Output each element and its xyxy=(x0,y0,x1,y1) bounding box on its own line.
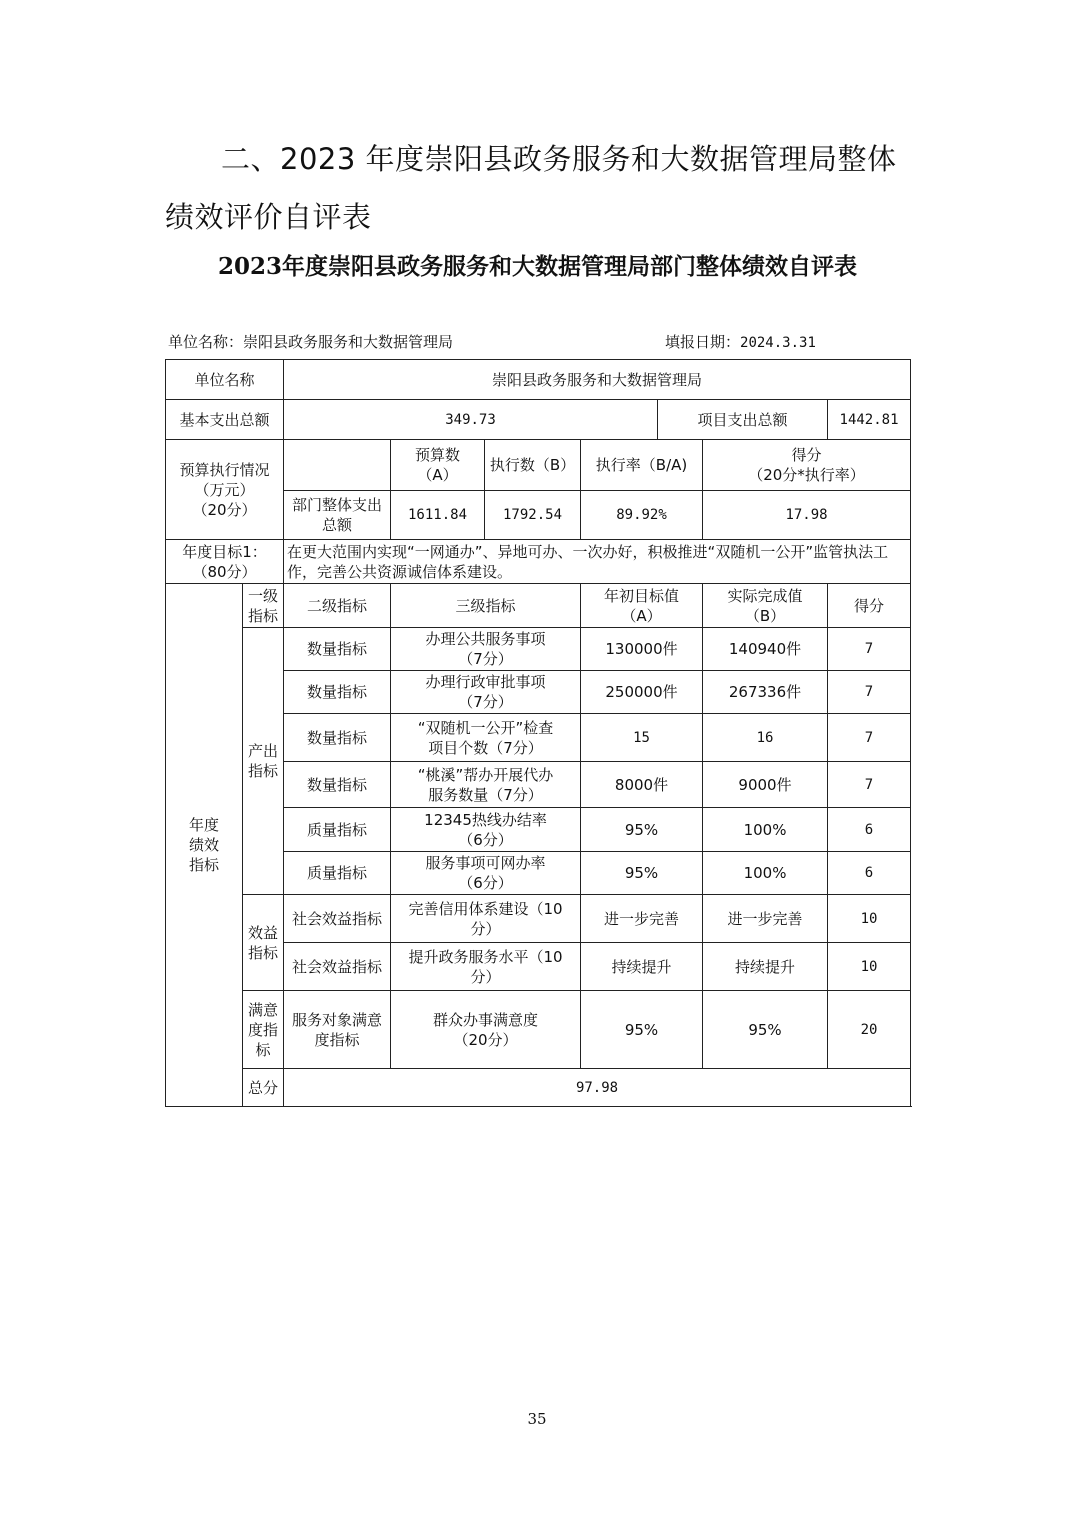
level3-line2: （7分） xyxy=(458,693,513,711)
perf-header-target-line2: （A） xyxy=(621,606,662,625)
budget-data-group xyxy=(391,491,581,540)
target-cell: 95% xyxy=(581,852,703,895)
level3-line2: 分） xyxy=(470,919,501,938)
level1-benefit-text: 效益指标 xyxy=(247,923,278,962)
goal-label xyxy=(166,540,284,584)
level1-output xyxy=(243,628,284,895)
level2-cell: 社会效益指标 xyxy=(284,943,391,991)
indicator-row xyxy=(166,628,911,671)
target-cell: 95% xyxy=(581,808,703,852)
basic-expense-label: 基本支出总额 xyxy=(166,400,284,440)
level2-cell: 数量指标 xyxy=(284,714,391,762)
perf-header-actual xyxy=(703,584,828,628)
budget-header-group xyxy=(391,440,581,491)
budget-row-label: 部门整体支出总额 xyxy=(284,491,391,540)
level3-line1: 办理公共服务事项 xyxy=(425,630,546,648)
target-cell: 8000件 xyxy=(581,762,703,808)
perf-header-target-line1: 年初目标值 xyxy=(604,586,680,605)
score-cell: 6 xyxy=(828,852,911,895)
level3-cell xyxy=(391,895,581,943)
unit-name-label: 单位名称 xyxy=(166,360,284,400)
date-meta-value: 2024.3.31 xyxy=(740,335,816,351)
perf-header-row xyxy=(166,584,911,628)
unit-name-row xyxy=(166,360,911,400)
target-cell: 250000件 xyxy=(581,671,703,714)
total-label: 总分 xyxy=(243,1069,284,1107)
target-cell: 持续提升 xyxy=(581,943,703,991)
level2-cell: 数量指标 xyxy=(284,628,391,671)
total-row xyxy=(166,1069,911,1107)
unit-name-value: 崇阳县政务服务和大数据管理局 xyxy=(284,360,911,400)
level2-cell: 数量指标 xyxy=(284,762,391,808)
level3-line2: （7分） xyxy=(458,650,513,668)
level3-cell xyxy=(391,762,581,808)
budget-label-line2: （万元） xyxy=(194,480,255,499)
level1-benefit xyxy=(243,895,284,991)
goal-text: 在更大范围内实现“一网通办”、异地可办、一次办好，积极推进“双随机一公开”监管执法工作，完善公共资源诚信体系建设。 xyxy=(284,540,911,584)
score-cell: 6 xyxy=(828,808,911,852)
perf-header-actual-line2: （B） xyxy=(744,606,786,625)
budget-header-score-line1: 得分 xyxy=(791,446,822,464)
unit-meta-value: 崇阳县政务服务和大数据管理局 xyxy=(243,333,454,351)
budget-header-score-line2: （20分*执行率） xyxy=(748,466,865,484)
level2-cell: 数量指标 xyxy=(284,671,391,714)
goal-row xyxy=(166,540,911,584)
level3-line1: 完善信用体系建设（10 xyxy=(408,899,563,918)
level3-cell xyxy=(391,991,581,1069)
budget-header-blank xyxy=(284,440,391,491)
perf-header-target xyxy=(581,584,703,628)
budget-header-rate: 执行率（B/A) xyxy=(581,440,703,491)
perf-label xyxy=(166,584,243,1107)
level3-cell xyxy=(391,808,581,852)
budget-label xyxy=(166,440,284,540)
level3-line2: 服务数量（7分） xyxy=(428,785,543,804)
indicator-row xyxy=(166,895,911,943)
level3-line2: （6分） xyxy=(458,874,513,892)
level1-satisfaction-text: 满意度指标 xyxy=(247,1000,278,1059)
score-cell: 7 xyxy=(828,762,911,808)
level3-cell xyxy=(391,671,581,714)
budget-header-budget-line1: 预算数 xyxy=(415,446,461,464)
budget-header-score xyxy=(703,440,911,491)
actual-cell: 100% xyxy=(703,852,828,895)
level3-line1: “双随机一公开”检查 xyxy=(417,718,554,737)
level2-cell: 服务对象满意度指标 xyxy=(284,991,391,1069)
perf-header-level3: 三级指标 xyxy=(391,584,581,628)
actual-cell: 持续提升 xyxy=(703,943,828,991)
level1-satisfaction xyxy=(243,991,284,1069)
budget-header-executed: 执行数（B） xyxy=(489,456,576,474)
score-cell: 7 xyxy=(828,671,911,714)
expense-row xyxy=(166,400,911,440)
date-meta-label: 填报日期： xyxy=(665,333,741,351)
basic-expense-value: 349.73 xyxy=(284,400,658,440)
budget-row-rate: 89.92% xyxy=(581,491,703,540)
score-cell: 7 xyxy=(828,628,911,671)
budget-header-row xyxy=(166,440,911,491)
date-meta xyxy=(665,331,816,352)
level3-line2: （20分） xyxy=(453,1030,518,1049)
perf-header-level1: 一级指标 xyxy=(243,584,284,628)
level2-cell: 质量指标 xyxy=(284,808,391,852)
score-cell: 7 xyxy=(828,714,911,762)
project-expense-label: 项目支出总额 xyxy=(658,400,828,440)
actual-cell: 9000件 xyxy=(703,762,828,808)
perf-label-text: 年度绩效指标 xyxy=(188,816,219,874)
level3-line1: 12345热线办结率 xyxy=(424,810,547,829)
budget-label-line3: （20分） xyxy=(192,500,257,519)
score-cell: 10 xyxy=(828,943,911,991)
score-cell: 10 xyxy=(828,895,911,943)
unit-meta-label: 单位名称： xyxy=(168,333,244,351)
actual-cell: 140940件 xyxy=(703,628,828,671)
budget-row-executed: 1792.54 xyxy=(503,507,563,523)
level3-line1: “桃溪”帮办开展代办 xyxy=(417,765,554,784)
level2-cell: 质量指标 xyxy=(284,852,391,895)
target-cell: 15 xyxy=(581,714,703,762)
actual-cell: 267336件 xyxy=(703,671,828,714)
level3-line2: 项目个数（7分） xyxy=(428,738,543,757)
level3-cell xyxy=(391,628,581,671)
level1-output-text: 产出指标 xyxy=(247,742,278,780)
unit-meta xyxy=(168,331,453,352)
budget-data-inner xyxy=(391,491,580,539)
budget-row-score: 17.98 xyxy=(703,491,911,540)
actual-cell: 16 xyxy=(703,714,828,762)
goal-label-line2: （80分） xyxy=(192,562,257,581)
level3-line1: 提升政务服务水平（10 xyxy=(408,947,563,966)
project-expense-value: 1442.81 xyxy=(828,400,911,440)
total-value: 97.98 xyxy=(284,1069,911,1107)
level3-line1: 服务事项可网办率 xyxy=(425,854,546,872)
actual-cell: 95% xyxy=(703,991,828,1069)
budget-row-budget: 1611.84 xyxy=(391,491,485,539)
budget-header-budget xyxy=(391,440,485,490)
indicator-row xyxy=(166,991,911,1069)
level2-cell: 社会效益指标 xyxy=(284,895,391,943)
level3-cell xyxy=(391,852,581,895)
goal-label-line1: 年度目标1： xyxy=(182,542,267,561)
budget-label-line1: 预算执行情况 xyxy=(179,460,270,479)
level3-line2: 分） xyxy=(470,967,501,986)
perf-header-level2: 二级指标 xyxy=(284,584,391,628)
budget-header-inner xyxy=(391,440,580,490)
section-title: 二、2023 年度崇阳县政务服务和大数据管理局整体绩效评价自评表 xyxy=(165,142,897,234)
evaluation-table xyxy=(165,359,911,1107)
actual-cell: 进一步完善 xyxy=(703,895,828,943)
budget-header-budget-line2: （A） xyxy=(417,466,458,484)
target-cell: 进一步完善 xyxy=(581,895,703,943)
level3-line1: 办理行政审批事项 xyxy=(425,673,546,691)
level3-line2: （6分） xyxy=(458,830,513,849)
level3-line1: 群众办事满意度 xyxy=(433,1010,539,1029)
level3-cell xyxy=(391,714,581,762)
document-title: 2023年度崇阳县政务服务和大数据管理局部门整体绩效自评表 xyxy=(217,253,857,280)
target-cell: 95% xyxy=(581,991,703,1069)
page-number: 35 xyxy=(527,1410,547,1428)
score-cell: 20 xyxy=(828,991,911,1069)
perf-header-actual-line1: 实际完成值 xyxy=(727,586,803,605)
target-cell: 130000件 xyxy=(581,628,703,671)
level3-cell xyxy=(391,943,581,991)
perf-header-score: 得分 xyxy=(828,584,911,628)
actual-cell: 100% xyxy=(703,808,828,852)
